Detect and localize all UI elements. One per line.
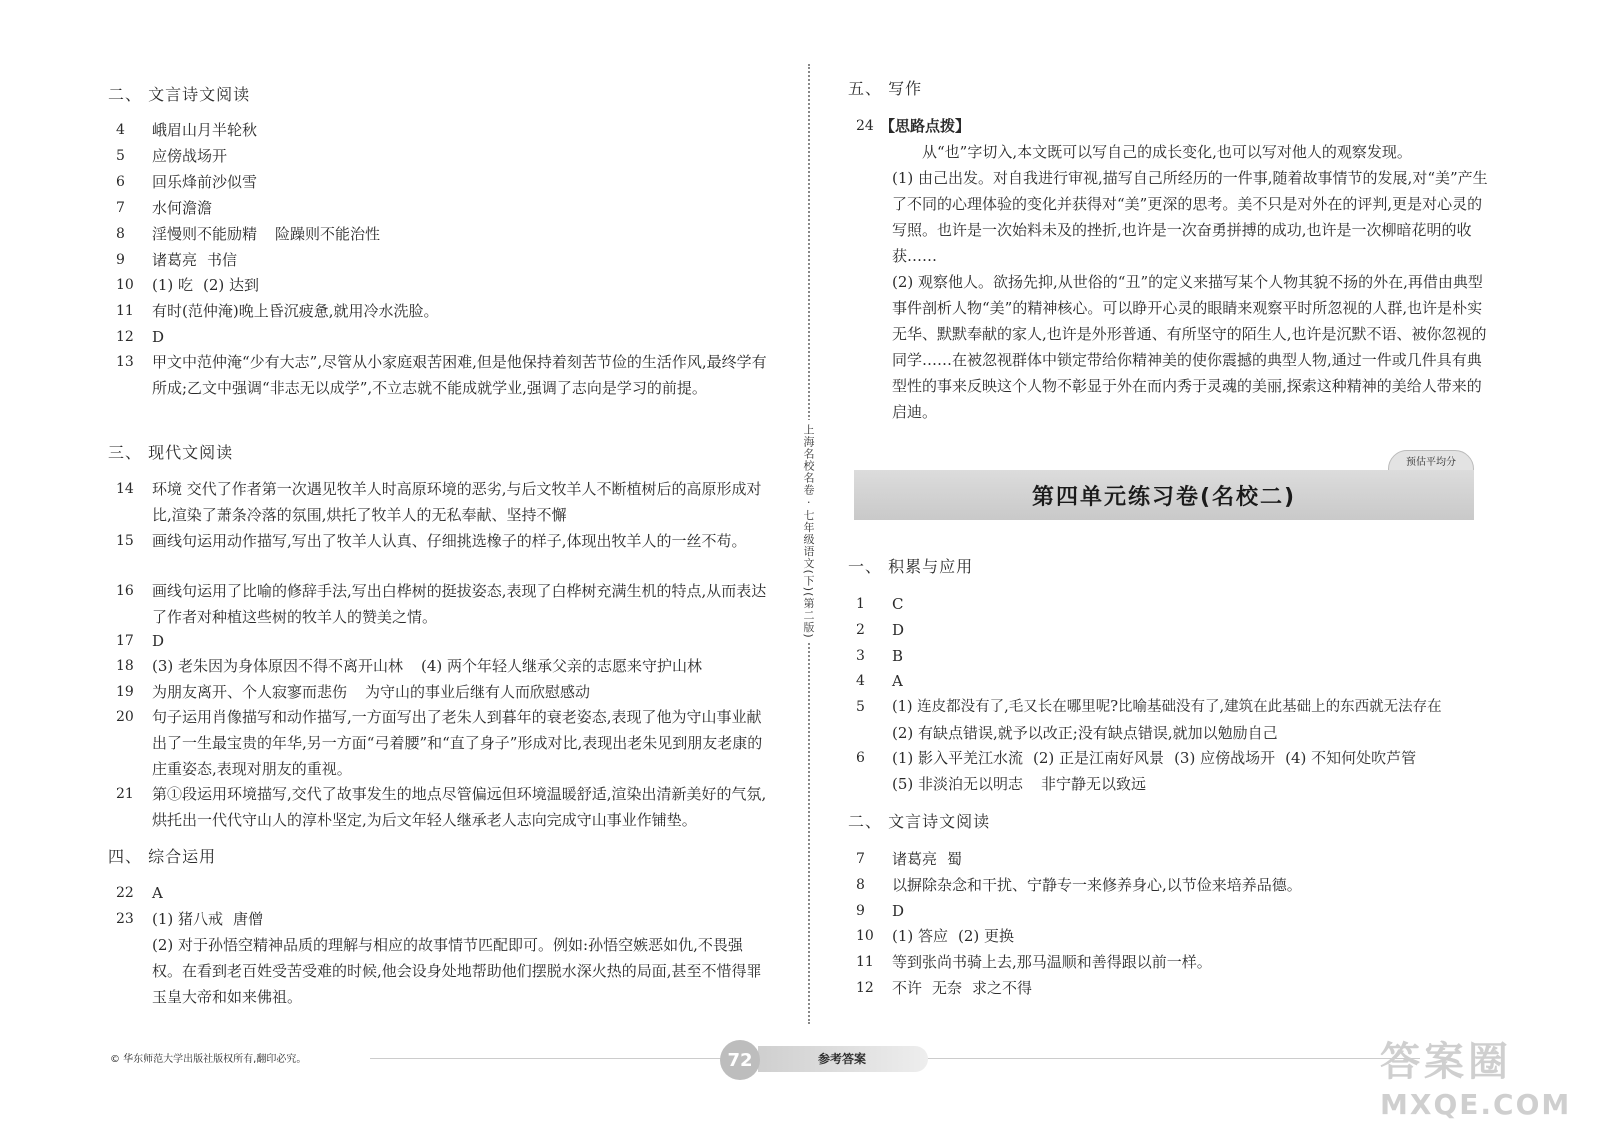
answer-item — [848, 591, 1528, 617]
answer-text: 为朋友离开、个人寂寥而悲伤 — [152, 683, 348, 701]
question-number: 3 — [856, 648, 865, 664]
question-number: 24 — [856, 118, 874, 134]
question-number: 5 — [856, 699, 865, 715]
answer-item — [108, 247, 788, 273]
answer-text: (2) 达到 — [203, 276, 260, 294]
answer-item — [108, 221, 788, 247]
copyright-notice: © 华东师范大学出版社版权所有,翻印必究。 — [110, 1054, 307, 1065]
badge-label: 预估平均分 — [1406, 457, 1456, 468]
answer-text: 回乐烽前沙似雪 — [152, 173, 258, 191]
answer-item — [848, 846, 1528, 872]
question-number: 21 — [116, 786, 134, 802]
answer-item — [108, 679, 788, 705]
footer-label: 参考答案 — [758, 1046, 928, 1072]
answer-text: 从“也”字切入,本文既可以写自己的成长变化,也可以写对他人的观察发现。 — [922, 143, 1412, 161]
hint-tag: 【思路点拨】 — [880, 117, 971, 135]
question-number: 1 — [856, 596, 865, 612]
answer-item — [848, 898, 1528, 924]
unit-banner — [854, 470, 1474, 520]
question-number: 10 — [856, 928, 874, 944]
question-number: 14 — [116, 481, 134, 497]
answer-text: D — [152, 632, 165, 650]
question-number: 19 — [116, 684, 134, 700]
question-number: 7 — [116, 200, 125, 216]
watermark-logo — [1380, 1030, 1580, 1125]
answer-text: (3) 应傍战场开 — [1174, 749, 1276, 767]
answer-text: 水何澹澹 — [152, 199, 213, 217]
answer-text: (2) 观察他人。欲扬先抑,从世俗的“丑”的定义来描写某个人物其貌不扬的外在,再借由典型事件剖析人物“美”的精神核心。可以睁开心灵的眼睛来观察平时所忽视的人群,也许是朴实无华、默默奉献的家人,也许是外形普通、有所坚守的陌生人,也许是沉默不语、被你忽视的同学……在被忽视群体中锁定带给你精神美的使你震撼的典型人物,通过一件或几件具有典型性的事来反映这个人物不彰显于外在而内秀于灵魂的美丽,探索这种精神的美给人带来的启迪。 — [892, 273, 1487, 421]
section-heading: 二、 文言诗文阅读 — [108, 85, 251, 104]
answer-text: (2) 正是江南好风景 — [1033, 749, 1165, 767]
question-number: 6 — [856, 750, 865, 766]
answer-text: 险躁则不能治性 — [275, 225, 381, 243]
answer-item — [848, 617, 1528, 643]
answer-item — [848, 975, 1528, 1001]
answer-text: (4) 两个年轻人继承父亲的志愿来守护山林 — [421, 657, 703, 675]
question-number: 11 — [856, 954, 874, 970]
answer-text: (1) 连皮都没有了,毛又长在哪里呢?比喻基础没有了,建筑在此基础上的东西就无法存在 — [892, 699, 1442, 715]
answer-item — [108, 906, 768, 1010]
question-number: 12 — [856, 980, 874, 996]
answer-text: (1) 由己出发。对自我进行审视,描写自己所经历的一件事,随着故事情节的发展,对“美”产生了不同的心理体验的变化并获得对“美”更深的思考。美不只是对外在的评判,更是对心灵的写照。也许是一次始料未及的挫折,也许是一次奋勇拼搏的成功,也许是一次柳暗花明的收获…… — [892, 169, 1488, 265]
unit-title: 第四单元练习卷(名校二) — [1031, 484, 1297, 510]
watermark-text: 答案圈 — [1380, 1039, 1512, 1085]
answer-text: 求之不得 — [972, 979, 1033, 997]
answer-text: 唐僧 — [233, 910, 264, 928]
answer-item — [108, 324, 788, 350]
section-heading: 一、 积累与应用 — [848, 557, 974, 576]
section-heading: 二、 文言诗文阅读 — [848, 812, 991, 831]
answer-text: 诸葛亮 — [152, 251, 198, 269]
section-heading: 四、 综合运用 — [108, 847, 217, 866]
question-number: 12 — [116, 329, 134, 345]
question-number: 9 — [116, 252, 125, 268]
watermark-url: MXQE.COM — [1380, 1088, 1572, 1121]
answer-item — [848, 923, 1528, 949]
answer-item — [108, 117, 788, 143]
answer-item — [108, 578, 768, 630]
answer-text: (1) 影入平羌江水流 — [892, 749, 1024, 767]
answer-text: 蜀 — [947, 850, 963, 868]
question-number: 10 — [116, 277, 134, 293]
answer-text: 应傍战场开 — [152, 147, 228, 165]
answer-text: 非宁静无以致远 — [1041, 775, 1147, 793]
answer-item — [848, 643, 1528, 669]
section-heading: 三、 现代文阅读 — [108, 443, 234, 462]
answer-text: 淫慢则不能励精 — [152, 225, 258, 243]
answer-item — [848, 668, 1528, 694]
answer-text: C — [892, 595, 904, 613]
answer-text: B — [892, 647, 904, 665]
answer-text: D — [892, 902, 905, 920]
answer-text: 画线句运用动作描写,写出了牧羊人认真、仔细挑选橡子的样子,体现出牧羊人的一丝不苟。 — [152, 532, 747, 550]
answer-text: 第①段运用环境描写,交代了故事发生的地点尽管偏远但环境温暖舒适,渲染出清新美好的气氛,烘托出一代代守山人的淳朴坚定,为后文年轻人继承老人志向完成守山事业作铺垫。 — [152, 785, 767, 829]
answer-item — [108, 272, 788, 298]
answer-text: A — [892, 672, 903, 690]
answer-text: 以摒除杂念和干扰、宁静专一来修养身心,以节俭来培养品德。 — [892, 876, 1302, 894]
question-number: 20 — [116, 709, 134, 725]
answer-text: 甲文中范仲淹“少有大志”,尽管从小家庭艰苦困难,但是他保持着刻苦节俭的生活作风,最终学有所成;乙文中强调“非志无以成学”,不立志就不能成就学业,强调了志向是学习的前提。 — [152, 353, 767, 397]
question-number: 17 — [116, 633, 134, 649]
answer-text: (1) 猪八戒 — [152, 910, 224, 928]
answer-text: 等到张尚书骑上去,那马温顺和善得跟以前一样。 — [892, 953, 1212, 971]
answer-text: D — [892, 621, 905, 639]
answer-text: (1) 吃 — [152, 276, 194, 294]
answer-item — [108, 653, 788, 679]
answer-text: 不许 — [892, 979, 923, 997]
answer-text: A — [152, 884, 163, 902]
answer-text: 诸葛亮 — [892, 850, 938, 868]
answer-text: 句子运用肖像描写和动作描写,一方面写出了老朱人到暮年的衰老姿态,表现了他为守山事业献出了一生最宝贵的年华,另一方面“弓着腰”和“直了身子”形成对比,表现出老朱见到朋友老康的庄重姿态,表现对朋友的重视。 — [152, 708, 763, 778]
answer-item — [848, 872, 1528, 898]
answer-item — [108, 349, 768, 401]
question-number: 15 — [116, 533, 134, 549]
answer-text: D — [152, 328, 165, 346]
answer-text: 书信 — [207, 251, 238, 269]
answer-item — [108, 528, 768, 554]
question-number: 4 — [856, 673, 865, 689]
answer-item — [108, 143, 788, 169]
question-number: 11 — [116, 303, 134, 319]
answer-text: (2) 更换 — [958, 927, 1015, 945]
answer-text: (1) 答应 — [892, 927, 949, 945]
answer-text: 无奈 — [932, 979, 963, 997]
question-number: 13 — [116, 354, 134, 370]
answer-item — [108, 169, 788, 195]
question-number: 18 — [116, 658, 134, 674]
answer-text: 为守山的事业后继有人而欣慰感动 — [365, 683, 591, 701]
answer-text: (2) 对于孙悟空精神品质的理解与相应的故事情节匹配即可。例如:孙悟空嫉恶如仇,不畏强权。在看到老百姓受苦受难的时候,他会设身处地帮助他们摆脱水深火热的局面,甚至不惜得罪玉皇大帝和如来佛祖。 — [152, 936, 762, 1006]
answer-item — [108, 704, 768, 782]
spine-text: 上海名校名卷 · 七年级语文(下)(第二版) — [800, 420, 816, 643]
answer-item — [848, 694, 1548, 746]
section-heading: 五、 写作 — [848, 79, 923, 98]
answer-text: 有时(范仲淹)晚上昏沉疲惫,就用冷水洗脸。 — [152, 302, 439, 320]
answer-item — [848, 949, 1528, 975]
page-number: 72 — [720, 1040, 760, 1080]
answer-text: 画线句运用了比喻的修辞手法,写出白桦树的挺拔姿态,表现了白桦树充满生机的特点,从而表达了作者对种植这些树的牧羊人的赞美之情。 — [152, 582, 767, 626]
answer-text: (5) 非淡泊无以明志 — [892, 775, 1024, 793]
answer-text: (2) 有缺点错误,就予以改正;没有缺点错误,就加以勉励自己 — [892, 724, 1278, 742]
answer-item — [848, 113, 1488, 425]
answer-item — [108, 195, 788, 221]
question-number: 8 — [116, 226, 125, 242]
answer-text: 峨眉山月半轮秋 — [152, 121, 258, 139]
answer-item — [108, 298, 788, 324]
question-number: 16 — [116, 583, 134, 599]
answer-text: (4) 不知何处吹芦管 — [1285, 749, 1417, 767]
answer-item — [848, 745, 1528, 797]
answer-item — [108, 628, 788, 654]
question-number: 4 — [116, 122, 125, 138]
answer-item — [108, 880, 788, 906]
answer-item — [108, 476, 768, 528]
question-number: 22 — [116, 885, 134, 901]
question-number: 9 — [856, 903, 865, 919]
answer-item — [108, 781, 768, 833]
question-number: 2 — [856, 622, 865, 638]
answer-text: 环境 交代了作者第一次遇见牧羊人时高原环境的恶劣,与后文牧羊人不断植树后的高原形成对比,渲染了萧条冷落的氛围,烘托了牧羊人的无私奉献、坚持不懈 — [152, 480, 762, 524]
answer-text: (3) 老朱因为身体原因不得不离开山林 — [152, 657, 404, 675]
question-number: 7 — [856, 851, 865, 867]
question-number: 6 — [116, 174, 125, 190]
question-number: 23 — [116, 911, 134, 927]
question-number: 8 — [856, 877, 865, 893]
question-number: 5 — [116, 148, 125, 164]
